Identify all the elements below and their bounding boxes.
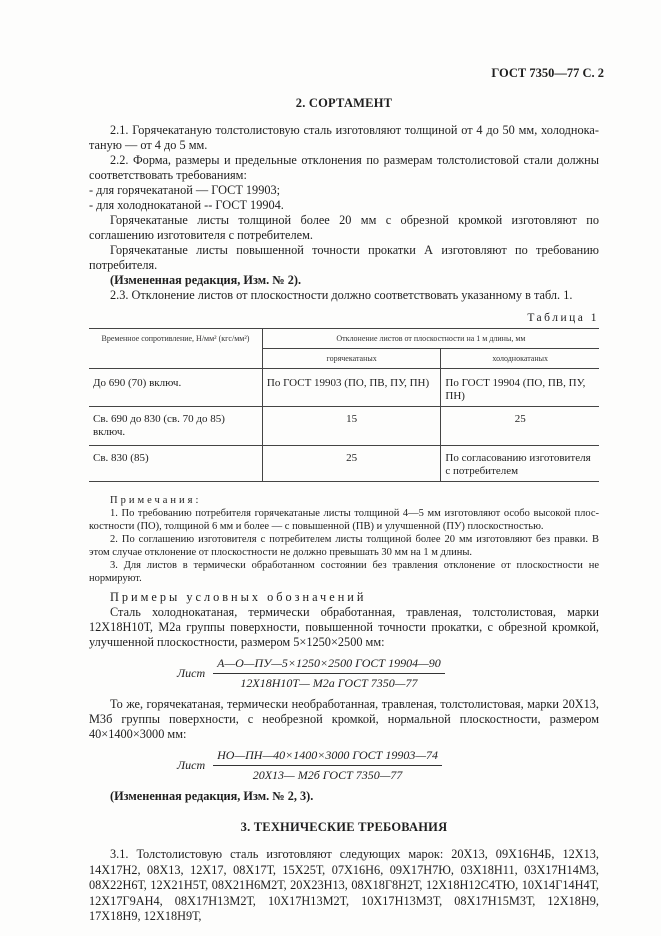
table-row	[89, 446, 599, 482]
notes-title: Примечания:	[110, 495, 202, 506]
list-item-cold: - для холоднокатаной -- ГОСТ 19904.	[89, 198, 284, 212]
formula-1-denominator: 12Х18Н10Т— М2а ГОСТ 7350—77	[240, 676, 418, 690]
cell-hot: 25	[262, 446, 441, 482]
paragraph-2-3: 2.3. Отклонение листов от плоскостности должно соответствовать указанному в табл. 1.	[110, 288, 573, 302]
list-item-hot: - для горячекатаной — ГОСТ 19903;	[89, 183, 281, 197]
designation-formula-1	[177, 656, 599, 691]
example-2-text: То же, горячекатаная, термически необработанная, травленая, толстолистовая, марки 20Х13, М3б группы поверхности, с необрезной кромкой, нормальной плоскостности, размером 40×1400×3000 мм:	[89, 697, 599, 741]
page-header: ГОСТ 7350—77 С. 2	[491, 66, 604, 80]
cell-strength: Св. 830 (85)	[89, 446, 262, 482]
flatness-table	[89, 328, 599, 482]
note-1: 1. По требованию потребителя горячекатаные листы толщиной 4—5 мм изготовляют особо высокой плоскостности (ПО), толщиной 6 мм и более — с повышенной (ПВ) и улучшенной (ПУ) плоскостностью.	[89, 508, 599, 532]
designation-formula-2	[177, 748, 599, 783]
paragraph-2-1: 2.1. Горячекатаную толстолистовую сталь изготовляют толщиной от 4 до 50 мм, холоднокатаную — от 4 до 5 мм.	[89, 123, 599, 152]
section-2-title: 2. СОРТАМЕНТ	[295, 96, 393, 110]
table-row	[89, 369, 599, 407]
paragraph-2-2: 2.2. Форма, размеры и предельные отклонения по размерам толстолистовой стали должны соответствовать требованиям:	[89, 153, 599, 182]
header-hot-rolled: горячекатаных	[262, 349, 441, 369]
note-3: 3. Для листов в термически обработанном состоянии без травления отклонение от плоскостности не нормируют.	[89, 560, 599, 584]
formula-2-word: Лист	[177, 758, 206, 772]
cell-strength: Св. 690 до 830 (св. 70 до 85) включ.	[89, 407, 262, 446]
header-strength: Временное сопротивление, Н/мм² (кгс/мм²)	[89, 329, 262, 369]
cell-strength: До 690 (70) включ.	[89, 369, 262, 407]
formula-1-numerator: А—О—ПУ—5×1250×2500 ГОСТ 19904—90	[213, 656, 445, 674]
formula-2-numerator: НО—ПН—40×1400×3000 ГОСТ 19903—74	[213, 748, 442, 766]
formula-1-word: Лист	[177, 666, 206, 680]
note-2: 2. По соглашению изготовителя с потребителем листы толщиной более 20 мм изготовляют без правки. В этом случае отклонение от плоскостности не должно превышать 30 мм на 1 м длины.	[89, 534, 599, 558]
paragraph-thick-sheets: Горячекатаные листы толщиной более 20 мм с обрезной кромкой изготовляют по соглашению изготовителя с потребителем.	[89, 213, 599, 242]
table-caption: Таблица 1	[527, 312, 599, 324]
edit-note-2: (Измененная редакция, Изм. № 2, 3).	[110, 789, 314, 803]
edit-note-1: (Измененная редакция, Изм. № 2).	[110, 273, 302, 287]
header-cold-rolled: холоднокатаных	[441, 349, 599, 369]
notes-block	[89, 494, 599, 585]
cell-hot: По ГОСТ 19903 (ПО, ПВ, ПУ, ПН)	[262, 369, 441, 407]
header-deviation-group: Отклонение листов от плоскостности на 1 м длины, мм	[262, 329, 599, 349]
document-body	[89, 96, 599, 925]
examples-block	[89, 590, 599, 804]
cell-hot: 15	[262, 407, 441, 446]
examples-title: Примеры условных обозначений	[110, 590, 367, 604]
paragraph-3-1: 3.1. Толстолистовую сталь изготовляют следующих марок: 20Х13, 09Х16Н4Б, 12Х13, 14Х17Н2, 08Х13, 12Х17, 08Х17Т, 15Х25Т, 07Х16Н6, 09Х17Н7Ю, 03Х18Н11, 03Х17Н14М3, 08Х22Н6Т, 12Х21Н5Т, 08Х21Н6М2Т, 20Х23Н13, 08Х18Г8Н2Т, 12Х18Н12С4ТЮ, 10Х14Г14Н4Т, 12Х17Г9АН4, 08Х17Н13М2Т, 10Х17Н13М2Т, 10Х17Н13М3Т, 08Х17Н15М3Т, 12Х18Н9, 17Х18Н9, 12Х18Н9Т,	[89, 847, 599, 923]
formula-2-denominator: 20Х13— М2б ГОСТ 7350—77	[252, 768, 403, 782]
paragraph-precision-sheets: Горячекатаные листы повышенной точности прокатки А изготовляют по требованию потребителя.	[89, 243, 599, 272]
example-1-text: Сталь холоднокатаная, термически обработанная, травленая, толстолистовая, марки 12Х18Н10Т, М2а группы поверхности, повышенной точности прокатки, с обрезной кромкой, улучшенной плоскостности, размером 5×1250×2500 мм:	[89, 605, 599, 649]
table-row	[89, 407, 599, 446]
cell-cold: По согласованию изготовителя с потребителем	[441, 446, 599, 482]
cell-cold: По ГОСТ 19904 (ПО, ПВ, ПУ, ПН)	[441, 369, 599, 407]
section-3-title: 3. ТЕХНИЧЕСКИЕ ТРЕБОВАНИЯ	[240, 820, 448, 834]
cell-cold: 25	[441, 407, 599, 446]
